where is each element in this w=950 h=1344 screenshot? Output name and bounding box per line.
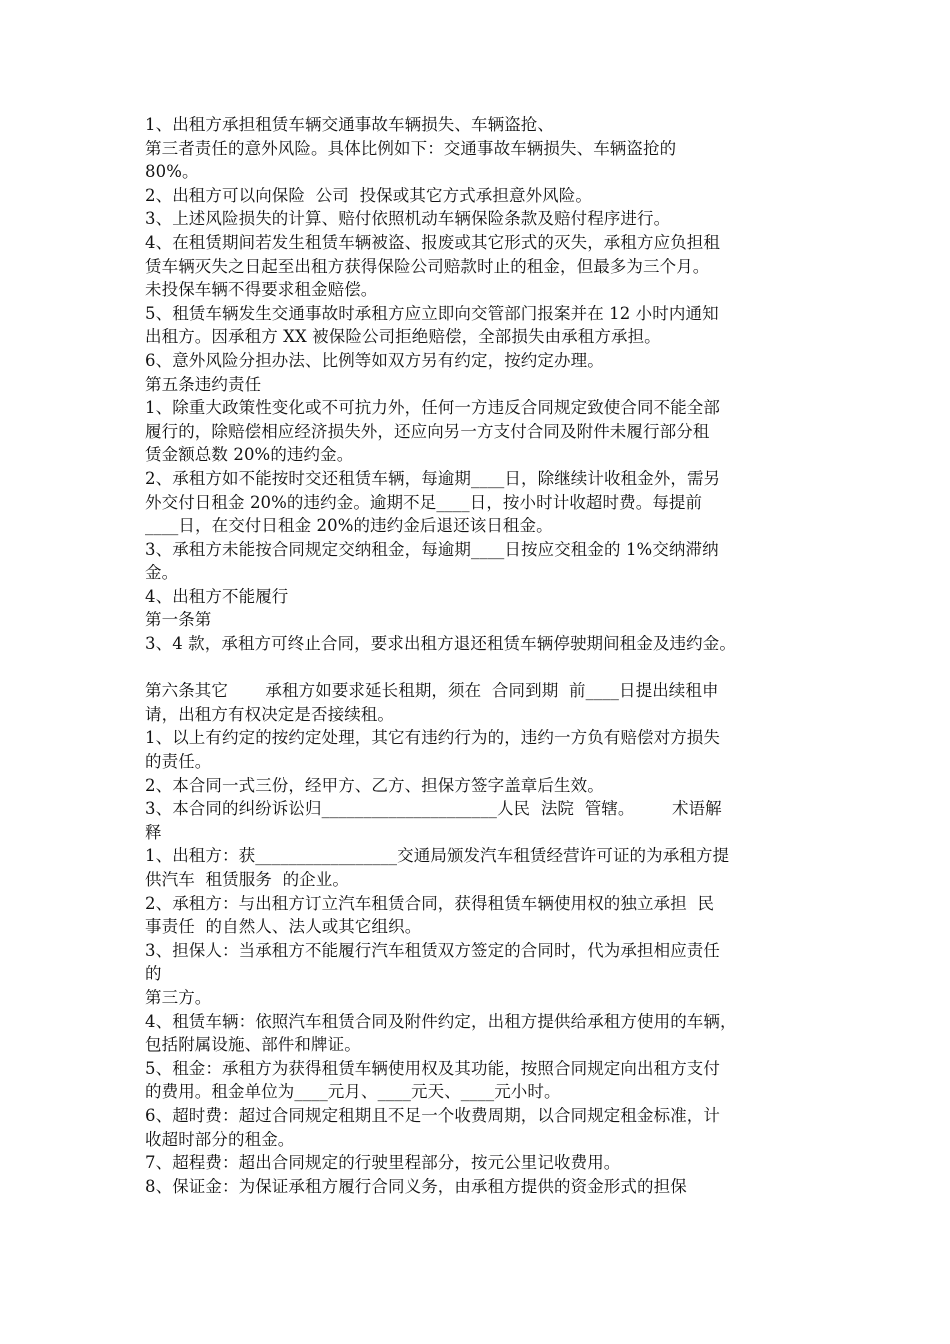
text-line: 的费用。租金单位为____元月、____元天、____元小时。 bbox=[145, 1082, 561, 1102]
text-line: 的 bbox=[145, 964, 162, 984]
text-line: 3、本合同的纠纷诉讼归_____________________人民 法院 管辖。 术语解 bbox=[145, 799, 722, 819]
text-line: 2、承租方如不能按时交还租赁车辆，每逾期____日，除继续计收租金外，需另 bbox=[145, 468, 721, 488]
text-line: 外交付日租金 20%的违约金。逾期不足____日，按小时计收超时费。每提前 bbox=[145, 492, 703, 512]
text-line: 4、在租赁期间若发生租赁车辆被盗、报废或其它形式的灭失，承租方应负担租 bbox=[145, 232, 720, 252]
text-line: 4、出租方不能履行 bbox=[145, 586, 289, 606]
text-line: 第三者责任的意外风险。具体比例如下：交通事故车辆损失、车辆盗抢的 bbox=[145, 138, 677, 158]
text-line: 供汽车 租赁服务 的企业。 bbox=[145, 870, 349, 889]
text-line: 履行的，除赔偿相应经济损失外，还应向另一方支付合同及附件未履行部分租 bbox=[145, 421, 710, 441]
text-line: 金。 bbox=[145, 563, 179, 583]
text-line: 赁车辆灭失之日起至出租方获得保险公司赔款时止的租金，但最多为三个月。 bbox=[145, 256, 710, 276]
text-line: 第三方。 bbox=[145, 987, 212, 1007]
text-line: 6、意外风险分担办法、比例等如双方另有约定，按约定办理。 bbox=[145, 350, 604, 370]
text-line: 2、承租方：与出租方订立汽车租赁合同，获得租赁车辆使用权的独立承担 民 bbox=[145, 893, 715, 913]
text-line: 1、出租方承担租赁车辆交通事故车辆损失、车辆盗抢、 bbox=[145, 115, 554, 134]
text-line: 80%。 bbox=[145, 162, 199, 182]
text-line: 8、保证金：为保证承租方履行合同义务，由承租方提供的资金形式的担保 bbox=[145, 1176, 687, 1196]
text-line: 的责任。 bbox=[145, 752, 212, 772]
blank-line bbox=[145, 656, 820, 680]
text-line: 1、除重大政策性变化或不可抗力外，任何一方违反合同规定致使合同不能全部 bbox=[145, 398, 720, 418]
text-line: 5、租赁车辆发生交通事故时承租方应立即向交管部门报案并在 12 小时内通知 bbox=[145, 303, 719, 323]
text-line: 1、以上有约定的按约定处理，其它有违约行为的，违约一方负有赔偿对方损失 bbox=[145, 728, 720, 748]
text-line: 出租方。因承租方 XX 被保险公司拒绝赔偿，全部损失由承租方承担。 bbox=[145, 327, 661, 347]
text-line: 事责任 的自然人、法人或其它组织。 bbox=[145, 917, 422, 937]
text-line: 2、出租方可以向保险 公司 投保或其它方式承担意外风险。 bbox=[145, 185, 592, 205]
text-line: 6、超时费：超过合同规定租期且不足一个收费周期，以合同规定租金标准，计 bbox=[145, 1105, 720, 1125]
text-line: 包括附属设施、部件和牌证。 bbox=[145, 1035, 361, 1055]
section-heading: 第五条违约责任 bbox=[145, 374, 262, 394]
text-line: 3、4 款，承租方可终止合同，要求出租方退还租赁车辆停驶期间租金及违约金。 bbox=[145, 634, 736, 654]
text-line: 收超时部分的租金。 bbox=[145, 1129, 295, 1149]
document-page bbox=[145, 113, 820, 1198]
text-line: 第一条第 bbox=[145, 610, 212, 630]
text-line: 4、租赁车辆：依照汽车租赁合同及附件约定，出租方提供给承租方使用的车辆， bbox=[145, 1011, 737, 1031]
text-line: 5、租金：承租方为获得租赁车辆使用权及其功能，按照合同规定向出租方支付 bbox=[145, 1058, 720, 1078]
text-line: 释 bbox=[145, 822, 162, 842]
text-line: 请，出租方有权决定是否接续租。 bbox=[145, 704, 394, 724]
text-line: ____日，在交付日租金 20%的违约金后退还该日租金。 bbox=[145, 516, 553, 536]
text-line: 未投保车辆不得要求租金赔偿。 bbox=[145, 280, 378, 300]
text-line: 1、出租方：获_________________交通局颁发汽车租赁经营许可证的为承租方提 bbox=[145, 846, 730, 866]
text-line: 2、本合同一式三份，经甲方、乙方、担保方签字盖章后生效。 bbox=[145, 775, 604, 795]
section-heading: 第六条其它 承租方如要求延长租期，须在 合同到期 前____日提出续租申 bbox=[145, 681, 719, 701]
text-line: 赁金额总数 20%的违约金。 bbox=[145, 445, 354, 465]
text-line: 3、承租方未能按合同规定交纳租金，每逾期____日按应交租金的 1%交纳滞纳 bbox=[145, 539, 719, 559]
text-line: 3、担保人：当承租方不能履行汽车租赁双方签定的合同时，代为承担相应责任 bbox=[145, 940, 720, 960]
text-line: 7、超程费：超出合同规定的行驶里程部分，按元公里记收费用。 bbox=[145, 1153, 621, 1173]
text-line: 3、上述风险损失的计算、赔付依照机动车辆保险条款及赔付程序进行。 bbox=[145, 209, 671, 229]
